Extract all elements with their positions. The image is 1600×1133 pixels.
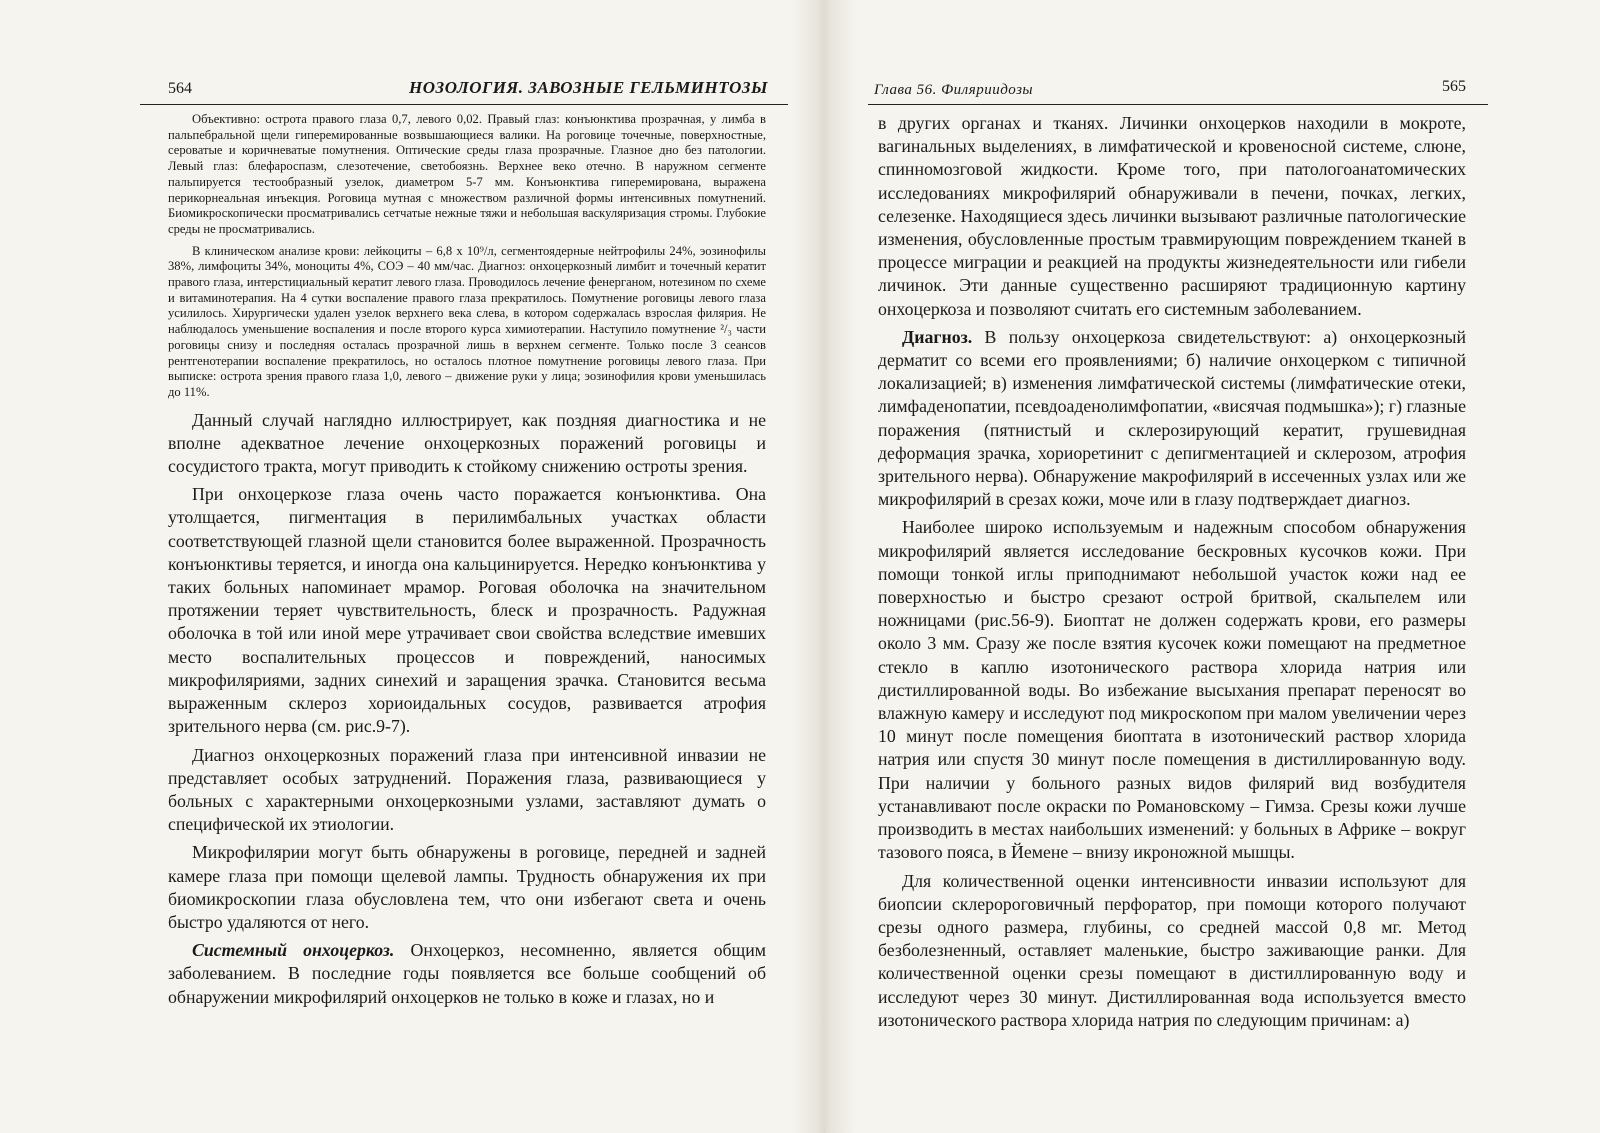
right-running-title: Глава 56. Филяриидозы	[874, 82, 1034, 98]
paragraph-text: В пользу онхоцеркоза свидетельствуют: а) онхоцеркозный дерматит со всеми его проявлениями; б) наличие онхоцерком с типичной локализацией; в) изменения лимфатической системы (лимфатические отеки, лимфаденопатии, псевдоаденолимфопатии, «висячая подмышка»); г) глазные поражения (пятнистый и склерозирующий кератит, грушевидная деформация зрачка, хориоретинит с депигментацией и склерозом, атрофия зрительного нерва). Обнаружение макрофилярий в иссеченных узлах или же микрофилярий в срезах кожи, моче или в глазу подтверждает диагноз.	[878, 326, 1466, 510]
continuation-paragraph: в других органах и тканях. Личинки онхоцерков находили в мокроте, вагинальных выделениях, в лимфатической и кровеносной системе, слюне, спинномозговой жидкости. Кроме того, при патологоанатомических исследованиях микрофилярий обнаруживали в печени, почках, легких, селезенке. Находящиеся здесь личинки вызывают различные патологические изменения, обусловленные простым травмирующим повреждением тканей в процессе миграции и реакцией на продукты жизнедеятельности или гибели личинок. Эти данные существенно расширяют традиционную картину онхоцеркоза и позволяют считать его системным заболеванием.	[878, 113, 1466, 319]
case-blood-paragraph: В клиническом анализе крови: лейкоциты – 6,8 x 10⁹/л, сегментоядерные нейтрофилы 24%, эозинофилы 38%, лимфоциты 34%, моноциты 4%, СОЭ – 40 мм/час. Диагноз: онхоцеркозный лимбит и точечный кератит правого глаза, интерстициальный кератит левого глаза. Проводилось лечение фенерганом, нотезином по схеме и витаминотерапия. На 4 сутки воспаление правого глаза прекратилось. Помутнение роговицы левого глаза усилилось. Хирургически удален узелок верхнего века слева, в котором содержалась взрослая филярия. Не наблюдалось уменьшение воспаления и после второго курса химиотерапии. Наступило помутнение ²/₃ части роговицы снизу и последняя осталась прозрачной лишь в верхнем сегменте. Только после 3 сеансов рентгенотерапии воспаление прекратилось, но осталось плотное помутнение роговицы левого глаза. При выписке: острота зрения правого глаза 1,0, левого – движение руки у лица; эозинофилия крови уменьшилась до 11%.	[168, 243, 766, 399]
section-lead: Диагноз.	[902, 326, 973, 347]
body-paragraph: Наиболее широко используемым и надежным способом обнаружения микрофилярий является исследование бескровных кусочков кожи. При помощи тонкой иглы приподнимают небольшой участок кожи над ее поверхностью и быстро срезают острой бритвой, скальпелем или ножницами (рис.56-9). Биоптат не должен содержать крови, его размеры около 3 мм. Сразу же после взятия кусочек кожи помещают на предметное стекло в каплю изотонического раствора хлорида натрия или дистиллированной воды. Во избежание высыхания препарат переносят во влажную камеру и исследуют под микроскопом при малом увеличении через 10 минут после помещения биоптата в изотонический раствор хлорида натрия или спустя 30 минут после помещения в дистиллированную воду. При наличии у больного разных видов филярий вид возбудителя устанавливают после окраски по Романовскому – Гимза. Срезы кожи лучше производить в местах наибольших изменений: у больных в Африке – вокруг тазового пояса, в Йемене – внизу икроножной мышцы.	[878, 517, 1466, 863]
right-page-body	[878, 112, 1466, 1032]
systemic-onchocerciasis-paragraph	[168, 939, 766, 1009]
body-paragraph: Данный случай наглядно иллюстрирует, как поздняя диагностика и не вполне адекватное лечение онхоцеркозных поражений роговицы и сосудистого тракта, могут приводить к стойкому снижению остроты зрения.	[168, 409, 766, 477]
body-paragraph: Диагноз онхоцеркозных поражений глаза при интенсивной инвазии не представляет особых затруднений. Поражения глаза, развивающиеся у больных с характерными онхоцеркозными узлами, заставляют думать о специфической их этиологии.	[168, 744, 766, 835]
left-page	[140, 0, 788, 1133]
left-running-title: НОЗОЛОГИЯ. ЗАВОЗНЫЕ ГЕЛЬМИНТОЗЫ	[409, 78, 768, 97]
diagnosis-paragraph	[878, 326, 1466, 512]
right-page	[868, 0, 1488, 1133]
section-lead: Системный онхоцеркоз.	[192, 940, 395, 961]
left-page-header	[140, 76, 788, 105]
book-gutter	[792, 0, 856, 1133]
right-page-header	[868, 76, 1488, 105]
body-paragraph: Для количественной оценки интенсивности инвазии используют для биопсии склеророговичный перфоратор, при помощи которого получают срезы одного размера, глубины, со средней массой 0,8 мг. Метод безболезненный, оставляет маленькие, быстро заживающие ранки. Для количественной оценки срезы помещают в дистиллированную воду и исследуют через 30 минут. Дистиллированная вода используется вместо изотонического раствора хлорида натрия по следующим причинам: а)	[878, 870, 1466, 1030]
body-paragraph: Микрофилярии могут быть обнаружены в роговице, передней и задней камере глаза при помощи щелевой лампы. Трудность обнаружения их при биомикроскопии глаза обусловлена тем, что они избегают света и очень быстро удаляются от него.	[168, 842, 766, 932]
body-paragraph: При онхоцеркозе глаза очень часто поражается конъюнктива. Она утолщается, пигментация в перилимбальных участках области соответствующей глазной щели становится более выраженной. Прозрачность конъюнктивы теряется, и иногда она кальцинируется. Нередко конъюнктива у таких больных напоминает мрамор. Роговая оболочка на значительном протяжении теряет чувствительность, блеск и прозрачность. Радужная оболочка в той или иной мере утрачивает свои свойства вследствие имевших место воспалительных процессов и повреждений, наносимых микрофиляриями, задних синехий и заращения зрачка. Становится весьма выраженным склероз хориоидальных сосудов, развивается атрофия зрительного нерва (см. рис.9-7).	[168, 484, 766, 737]
case-exam-paragraph: Объективно: острота правого глаза 0,7, левого 0,02. Правый глаз: конъюнктива прозрачная, у лимба в пальпебральной щели гиперемированные возвышающиеся валики. На роговице точечные, поверхностные, сероватые и коричневатые помутнения. Оптические среды глаза прозрачные. Глазное дно без патологии. Левый глаз: блефароспазм, слезотечение, светобоязнь. Верхнее веко отечно. В наружном сегменте пальпируется тестообразный узелок, диаметром 5-7 мм. Конъюнктива гиперемирована, выражена перикорнеальная инъекция. Роговица мутная с множеством различной формы интенсивных помутнений. Биомикроскопически просматривались сетчатые нежные тяжи и небольшая васкуляризация стромы. Глубокие среды не просматривались.	[168, 112, 766, 236]
left-page-body	[168, 112, 766, 1009]
left-page-number: 564	[168, 80, 192, 97]
right-page-number: 565	[1442, 78, 1466, 95]
paragraph-text: Онхоцеркоз, несомненно, является общим заболеванием. В последние годы появляется все больше сообщений об обнаружении микрофилярий онхоцерков не только в коже и глазах, но и	[168, 940, 766, 1007]
